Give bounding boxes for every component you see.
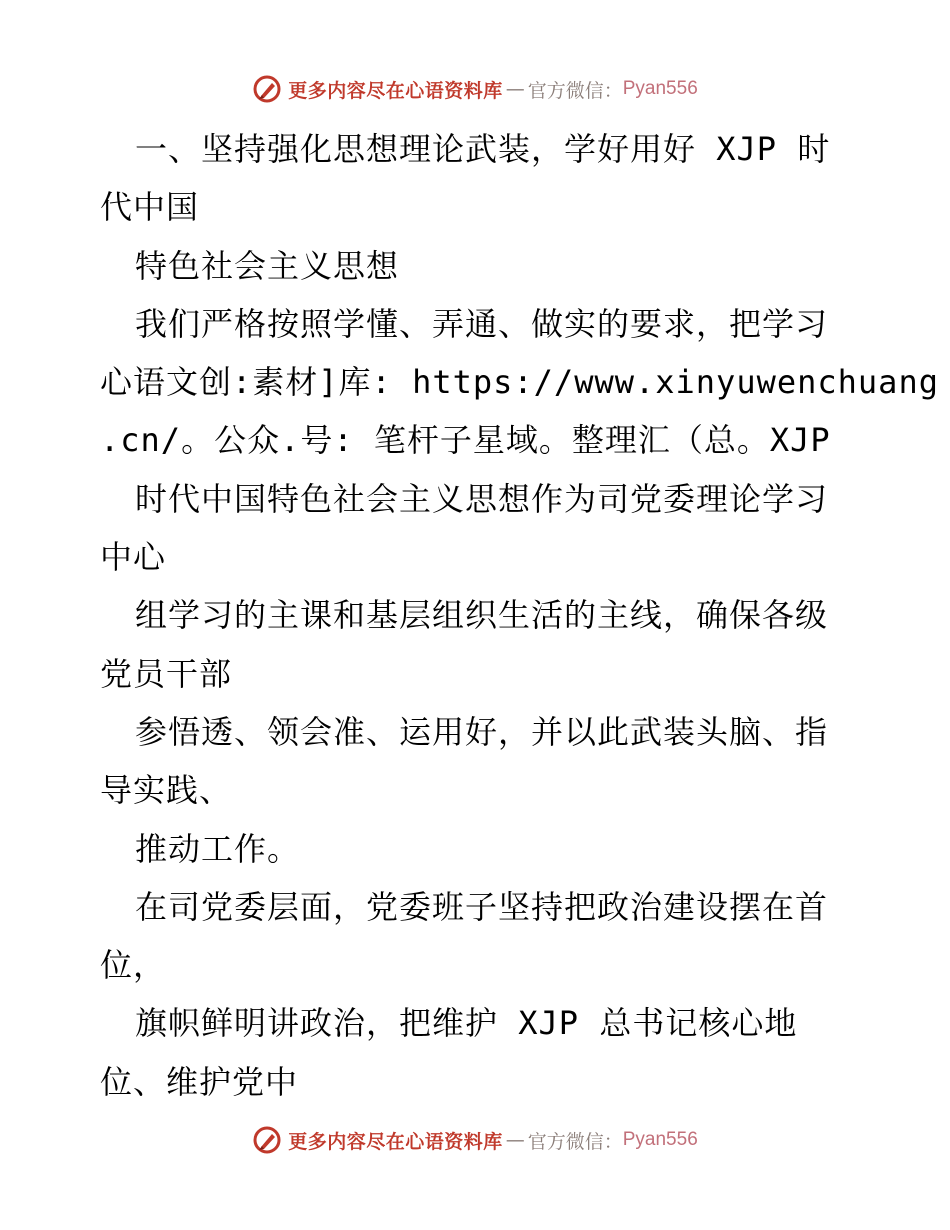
banner-separator: — [505, 1129, 525, 1151]
body-line: 代中国 [100, 188, 200, 227]
body-line: 位、维护党中 [100, 1062, 299, 1101]
body-line: 推动工作。 [135, 829, 301, 868]
document-body [100, 120, 939, 1111]
banner-wechat-label: 官方微信： [527, 79, 623, 102]
banner-title: 更多内容尽在心语资料库 [288, 1130, 503, 1153]
banner-separator: — [505, 78, 525, 100]
body-line: 时代中国特色社会主义思想作为司党委理论学习 [135, 479, 829, 518]
banner-title: 更多内容尽在心语资料库 [288, 79, 503, 102]
body-line: 组学习的主课和基层组织生活的主线，确保各级 [135, 596, 829, 635]
pen-logo-icon [252, 74, 282, 104]
pen-logo-icon [252, 1125, 282, 1155]
body-line: 旗帜鲜明讲政治，把维护 XJP 总书记核心地 [135, 1004, 798, 1043]
banner-wechat-id: Pyan556 [622, 1129, 698, 1150]
body-line: 特色社会主义思想 [135, 246, 400, 285]
body-line: 中心 [100, 538, 167, 577]
body-line: 导实践、 [100, 771, 233, 810]
banner-wechat-id: Pyan556 [622, 78, 698, 99]
header-watermark-banner [0, 72, 950, 106]
body-line: 一、坚持强化思想理论武装，学好用好 XJP 时 [135, 130, 831, 168]
body-line: .cn/。公众.号: 笔杆子星域。整理汇（总。XJP [100, 421, 831, 460]
banner-wechat-label: 官方微信： [527, 1130, 623, 1153]
body-line: 在司党委层面，党委班子坚持把政治建设摆在首 [135, 887, 829, 926]
body-line: 党员干部 [100, 654, 233, 693]
footer-watermark-banner [0, 1123, 950, 1157]
body-line: 心语文创:素材]库: https://www.xinyuwenchuang [100, 363, 939, 402]
body-line: 我们严格按照学懂、弄通、做实的要求，把学习 [135, 304, 829, 343]
body-line: 位， [100, 946, 167, 985]
body-line: 参悟透、领会准、运用好，并以此武装头脑、指 [135, 712, 829, 751]
